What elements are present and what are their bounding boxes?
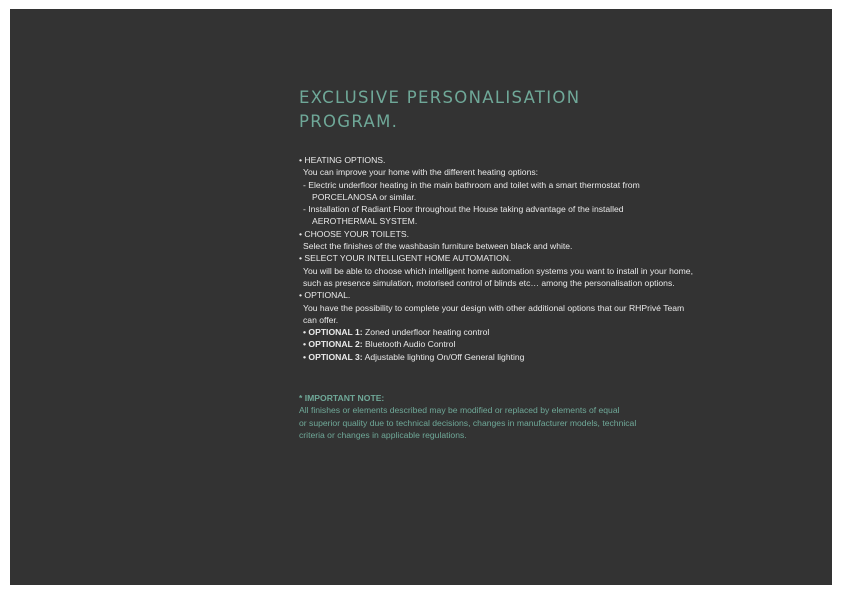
automation-text-line-2: such as presence simulation, motorised control of blinds etc… among the personalisation options. bbox=[303, 277, 675, 288]
automation-text-line-1: You will be able to choose which intelligent home automation systems you want to install in your home, bbox=[303, 265, 693, 276]
important-note-line-3: criteria or changes in applicable regulations. bbox=[299, 429, 467, 440]
heating-option-2-line-1: - Installation of Radiant Floor throughout the House taking advantage of the installed bbox=[303, 204, 624, 215]
important-note-header: * IMPORTANT NOTE: bbox=[299, 393, 385, 403]
optional-item-text: Bluetooth Audio Control bbox=[362, 339, 456, 350]
page-title bbox=[299, 86, 580, 134]
important-note-line-2: or superior quality due to technical decisions, changes in manufacturer models, technical bbox=[299, 417, 637, 428]
important-note bbox=[299, 392, 636, 441]
optional-text-line-2: can offer. bbox=[303, 314, 339, 325]
heating-header: • HEATING OPTIONS. bbox=[299, 155, 386, 165]
optional-item-text: Adjustable lighting On/Off General lighting bbox=[362, 351, 525, 362]
optional-item bbox=[299, 326, 819, 338]
optional-item-text: Zoned underfloor heating control bbox=[362, 327, 490, 338]
page-title-line-1: EXCLUSIVE PERSONALISATION bbox=[299, 88, 581, 107]
heating-intro: You can improve your home with the different heating options: bbox=[303, 167, 539, 178]
optional-item-label: • OPTIONAL 1: bbox=[303, 327, 363, 338]
heating-option-1-line-2: PORCELANOSA or similar. bbox=[312, 191, 417, 202]
automation-header: • SELECT YOUR INTELLIGENT HOME AUTOMATION. bbox=[299, 253, 512, 264]
optional-text-line-1: You have the possibility to complete your design with other additional options that our RHPrivé Team bbox=[303, 302, 685, 313]
optional-header: • OPTIONAL. bbox=[299, 290, 351, 301]
page-title-line-2: PROGRAM. bbox=[299, 112, 399, 131]
optional-item-label: • OPTIONAL 2: bbox=[303, 339, 363, 350]
optional-item bbox=[299, 351, 819, 363]
heating-option-1-line-1: - Electric underfloor heating in the main bathroom and toilet with a smart thermostat from bbox=[303, 179, 640, 190]
optional-item bbox=[299, 338, 819, 350]
heating-option-2-line-2: AEROTHERMAL SYSTEM. bbox=[312, 216, 418, 227]
toilets-header: • CHOOSE YOUR TOILETS. bbox=[299, 228, 409, 239]
toilets-text: Select the finishes of the washbasin furniture between black and white. bbox=[303, 241, 573, 252]
optional-item-label: • OPTIONAL 3: bbox=[303, 351, 363, 362]
important-note-line-1: All finishes or elements described may be modified or replaced by elements of equal bbox=[299, 405, 620, 416]
options-list bbox=[299, 154, 819, 363]
